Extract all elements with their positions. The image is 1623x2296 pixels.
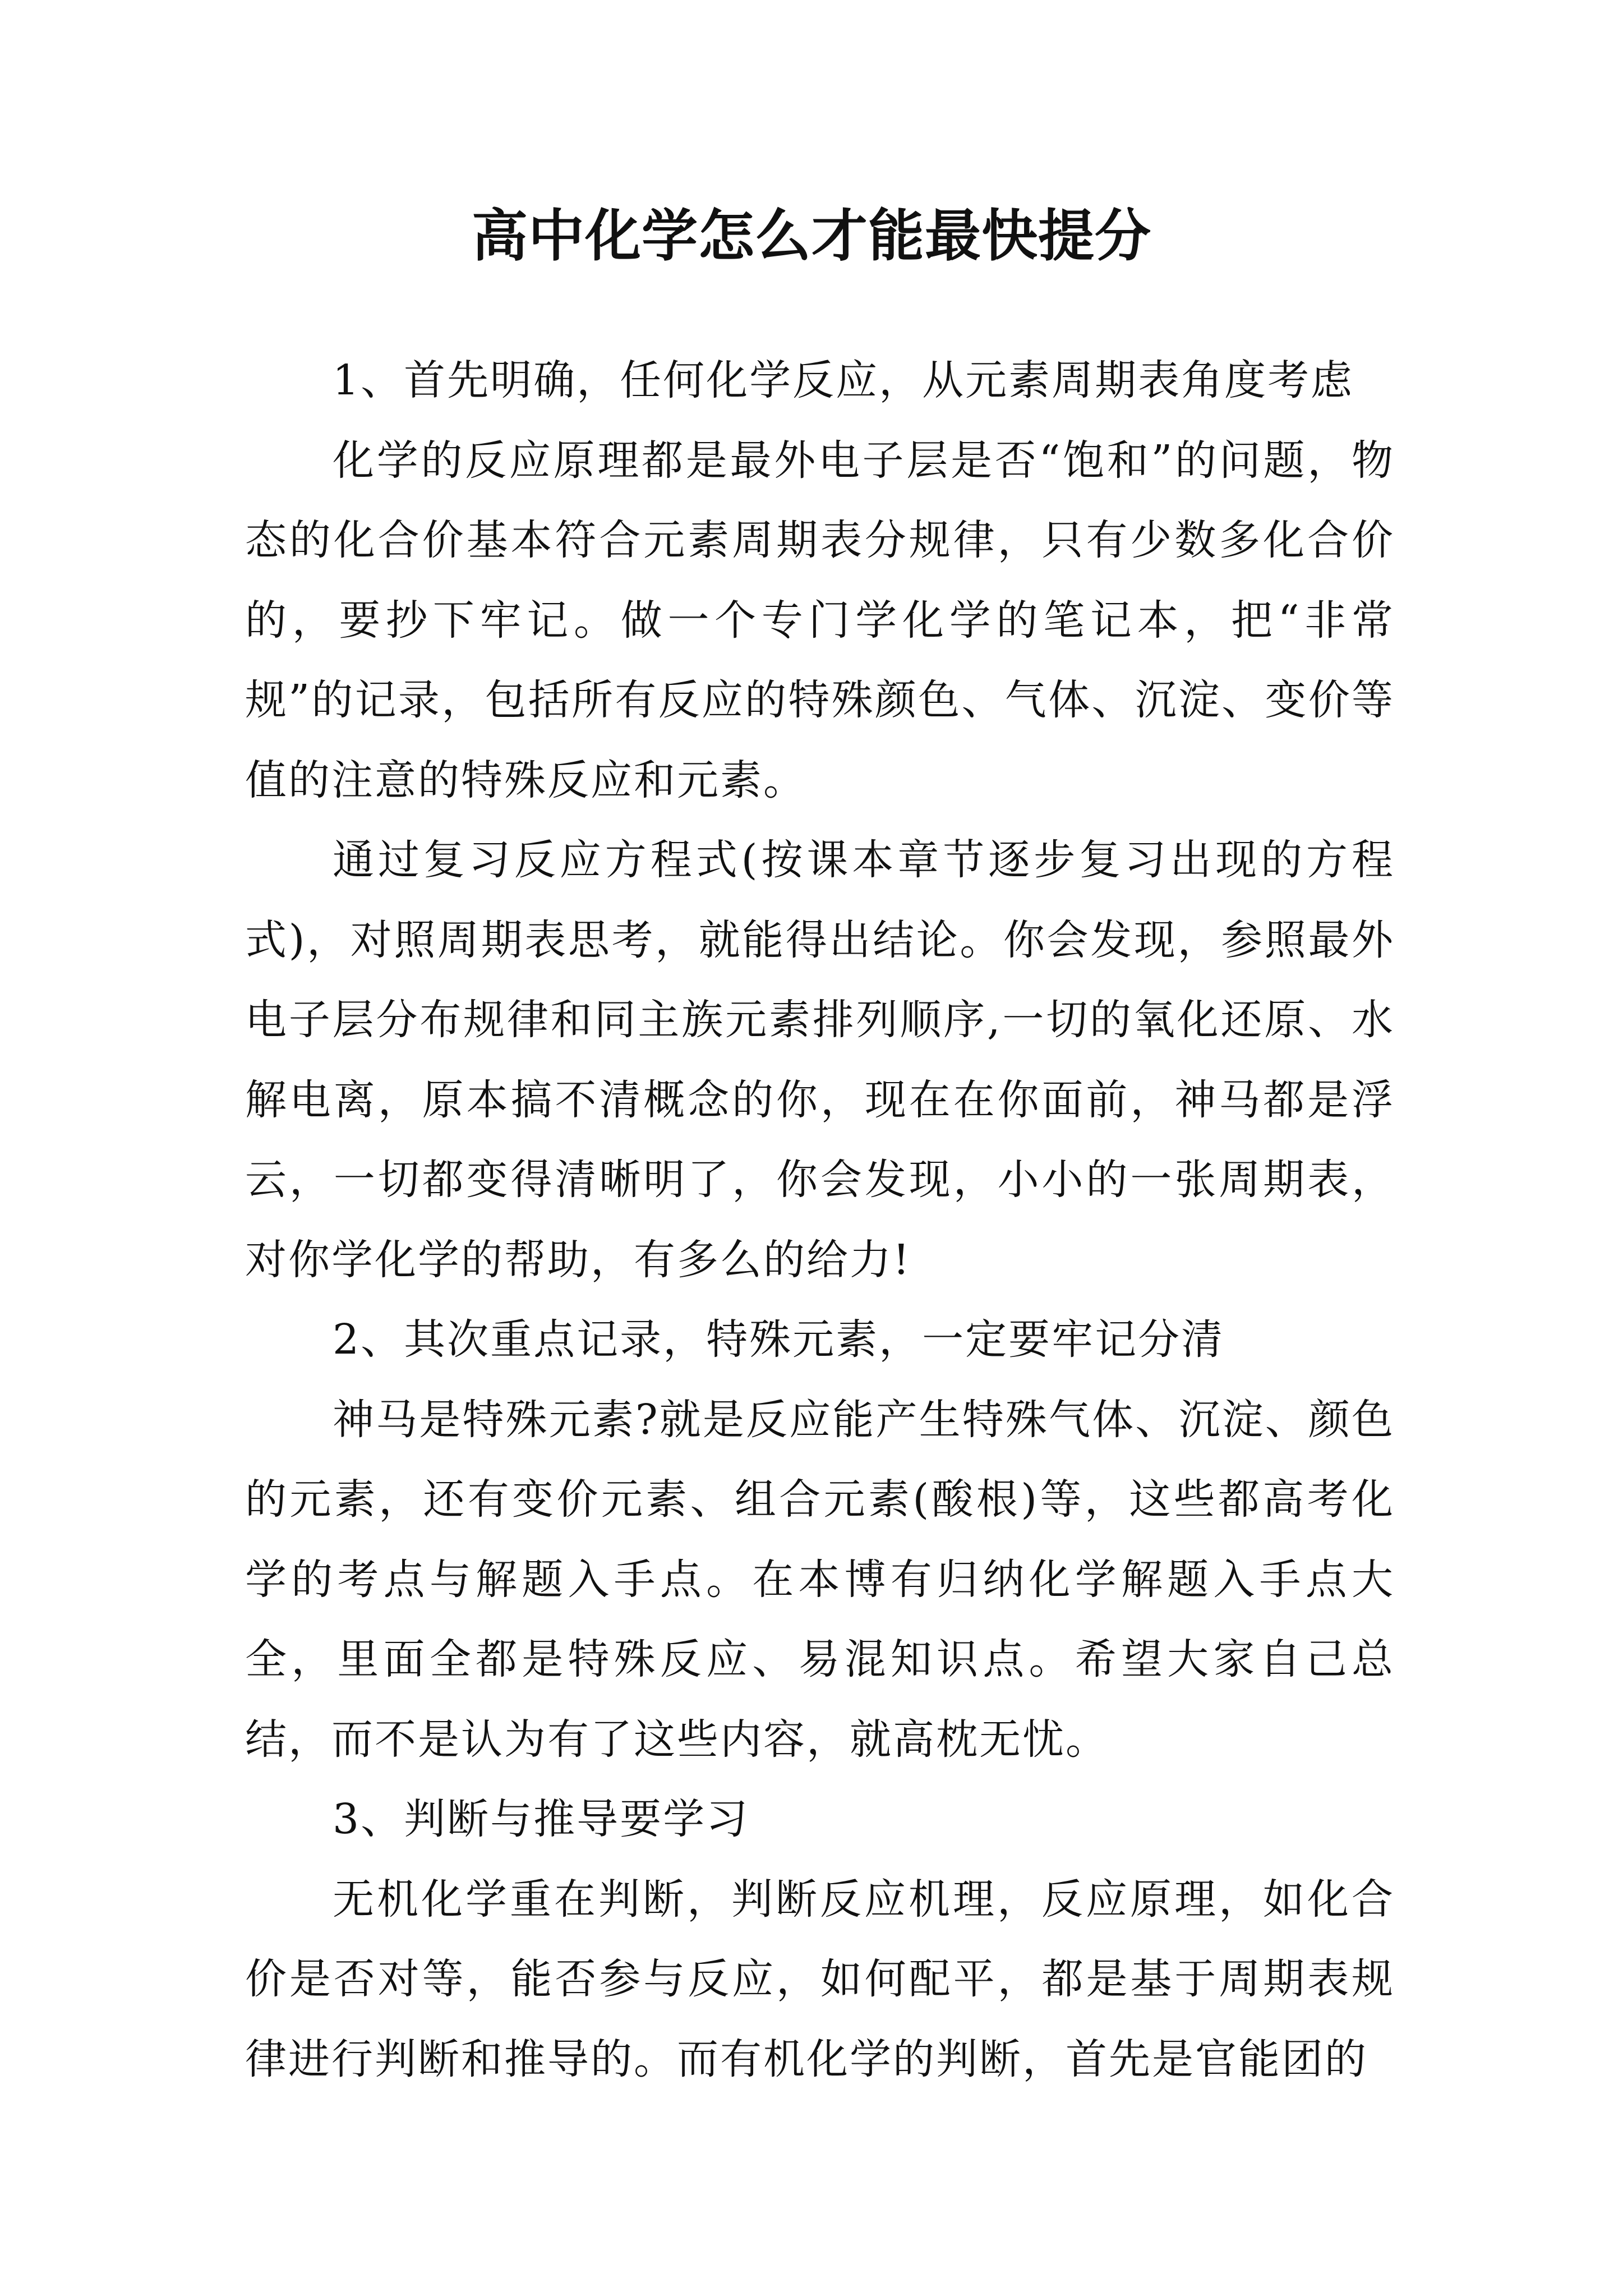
paragraph-3: 神马是特殊元素?就是反应能产生特殊气体、沉淀、颜色的元素，还有变价元素、组合元素(酸根)等，这些都高考化学的考点与解题入手点。在本博有归纳化学解题入手点大全，里面全都是特殊反应、易混知识点。希望大家自己总结，而不是认为有了这些内容，就高枕无忧。 bbox=[245, 1395, 1395, 1764]
paragraph-1: 化学的反应原理都是最外电子层是否“饱和”的问题，物态的化合价基本符合元素周期表分规律，只有少数多化合价的，要抄下牢记。做一个专门学化学的笔记本，把“非常规”的记录，包括所有反应的特殊颜色、气体、沉淀、变价等值的注意的特殊反应和元素。 bbox=[245, 436, 1395, 804]
section-heading-2: 2、其次重点记录，特殊元素，一定要牢记分清 bbox=[333, 1315, 1225, 1364]
section-heading-1: 1、首先明确，任何化学反应，从元素周期表角度考虑 bbox=[333, 356, 1354, 404]
paragraph-2: 通过复习反应方程式(按课本章节逐步复习出现的方程式)，对照周期表思考，就能得出结论。你会发现，参照最外电子层分布规律和同主族元素排列顺序,一切的氧化还原、水解电离，原本搞不清概念的你，现在在你面前，神马都是浮云，一切都变得清晰明了，你会发现，小小的一张周期表，对你学化学的帮助，有多么的给力! bbox=[245, 836, 1395, 1284]
paragraph-4: 无机化学重在判断，判断反应机理，反应原理，如化合价是否对等，能否参与反应，如何配平，都是基于周期表规律进行判断和推导的。而有机化学的判断，首先是官能团的 bbox=[245, 1875, 1395, 2083]
document-body bbox=[245, 341, 1395, 2099]
document-title: 高中化学怎么才能最快提分 bbox=[472, 203, 1151, 269]
section-heading-3: 3、判断与推导要学习 bbox=[333, 1795, 750, 1843]
